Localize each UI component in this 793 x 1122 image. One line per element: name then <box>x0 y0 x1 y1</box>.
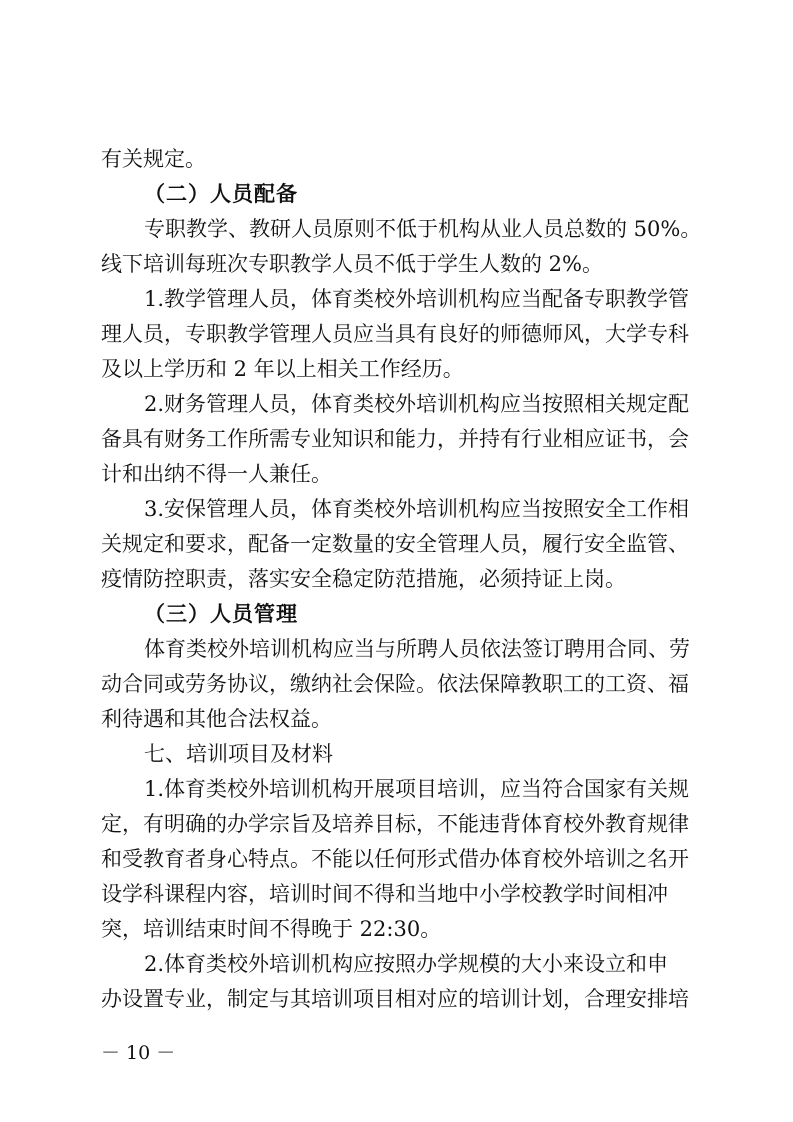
body-text-line: 疫情防控职责，落实安全稳定防范措施，必须持证上岗。 <box>101 567 626 591</box>
paragraph-first-line: 1.教学管理人员，体育类校外培训机构应当配备专职教学管 <box>144 287 690 311</box>
body-text-line: 设学科课程内容，培训时间不得和当地中小学校教学时间相冲 <box>101 882 668 906</box>
section-heading: （二）人员配备 <box>144 182 298 206</box>
body-text-line: 办设置专业，制定与其培训项目相对应的培训计划，合理安排培 <box>101 987 689 1011</box>
body-text-line: 线下培训每班次专职教学人员不低于学生人数的 2%。 <box>101 252 603 276</box>
paragraph-first-line: 体育类校外培训机构应当与所聘人员依法签订聘用合同、劳 <box>144 637 690 661</box>
section-heading: （三）人员管理 <box>144 602 298 626</box>
body-text-line: 突，培训结束时间不得晚于 22:30。 <box>101 917 442 941</box>
body-text-line: 计和出纳不得一人兼任。 <box>101 462 332 486</box>
body-text-line: 及以上学历和 2 年以上相关工作经历。 <box>101 357 464 381</box>
body-text-line: 和受教育者身心特点。不能以任何形式借办体育校外培训之名开 <box>101 847 689 871</box>
body-text-line: 定，有明确的办学宗旨及培养目标，不能违背体育校外教育规律 <box>101 812 689 836</box>
paragraph-first-line: 专职教学、教研人员原则不低于机构从业人员总数的 50%。 <box>144 217 702 241</box>
body-text-line: 动合同或劳务协议，缴纳社会保险。依法保障教职工的工资、福 <box>101 672 689 696</box>
body-text-line: 关规定和要求，配备一定数量的安全管理人员，履行安全监管、 <box>101 532 689 556</box>
body-text-line: 理人员，专职教学管理人员应当具有良好的师德师风，大学专科 <box>101 322 689 346</box>
body-text-line: 有关规定。 <box>101 147 206 171</box>
chapter-heading: 七、培训项目及材料 <box>144 742 333 766</box>
page-number: － 10 － <box>101 1042 176 1064</box>
paragraph-first-line: 2.体育类校外培训机构应按照办学规模的大小来设立和申 <box>144 952 669 976</box>
paragraph-first-line: 3.安保管理人员，体育类校外培训机构应当按照安全工作相 <box>144 497 690 521</box>
body-text-line: 备具有财务工作所需专业知识和能力，并持有行业相应证书，会 <box>101 427 689 451</box>
body-text-line: 利待遇和其他合法权益。 <box>101 707 332 731</box>
paragraph-first-line: 1.体育类校外培训机构开展项目培训，应当符合国家有关规 <box>144 777 690 801</box>
paragraph-first-line: 2.财务管理人员，体育类校外培训机构应当按照相关规定配 <box>144 392 690 416</box>
